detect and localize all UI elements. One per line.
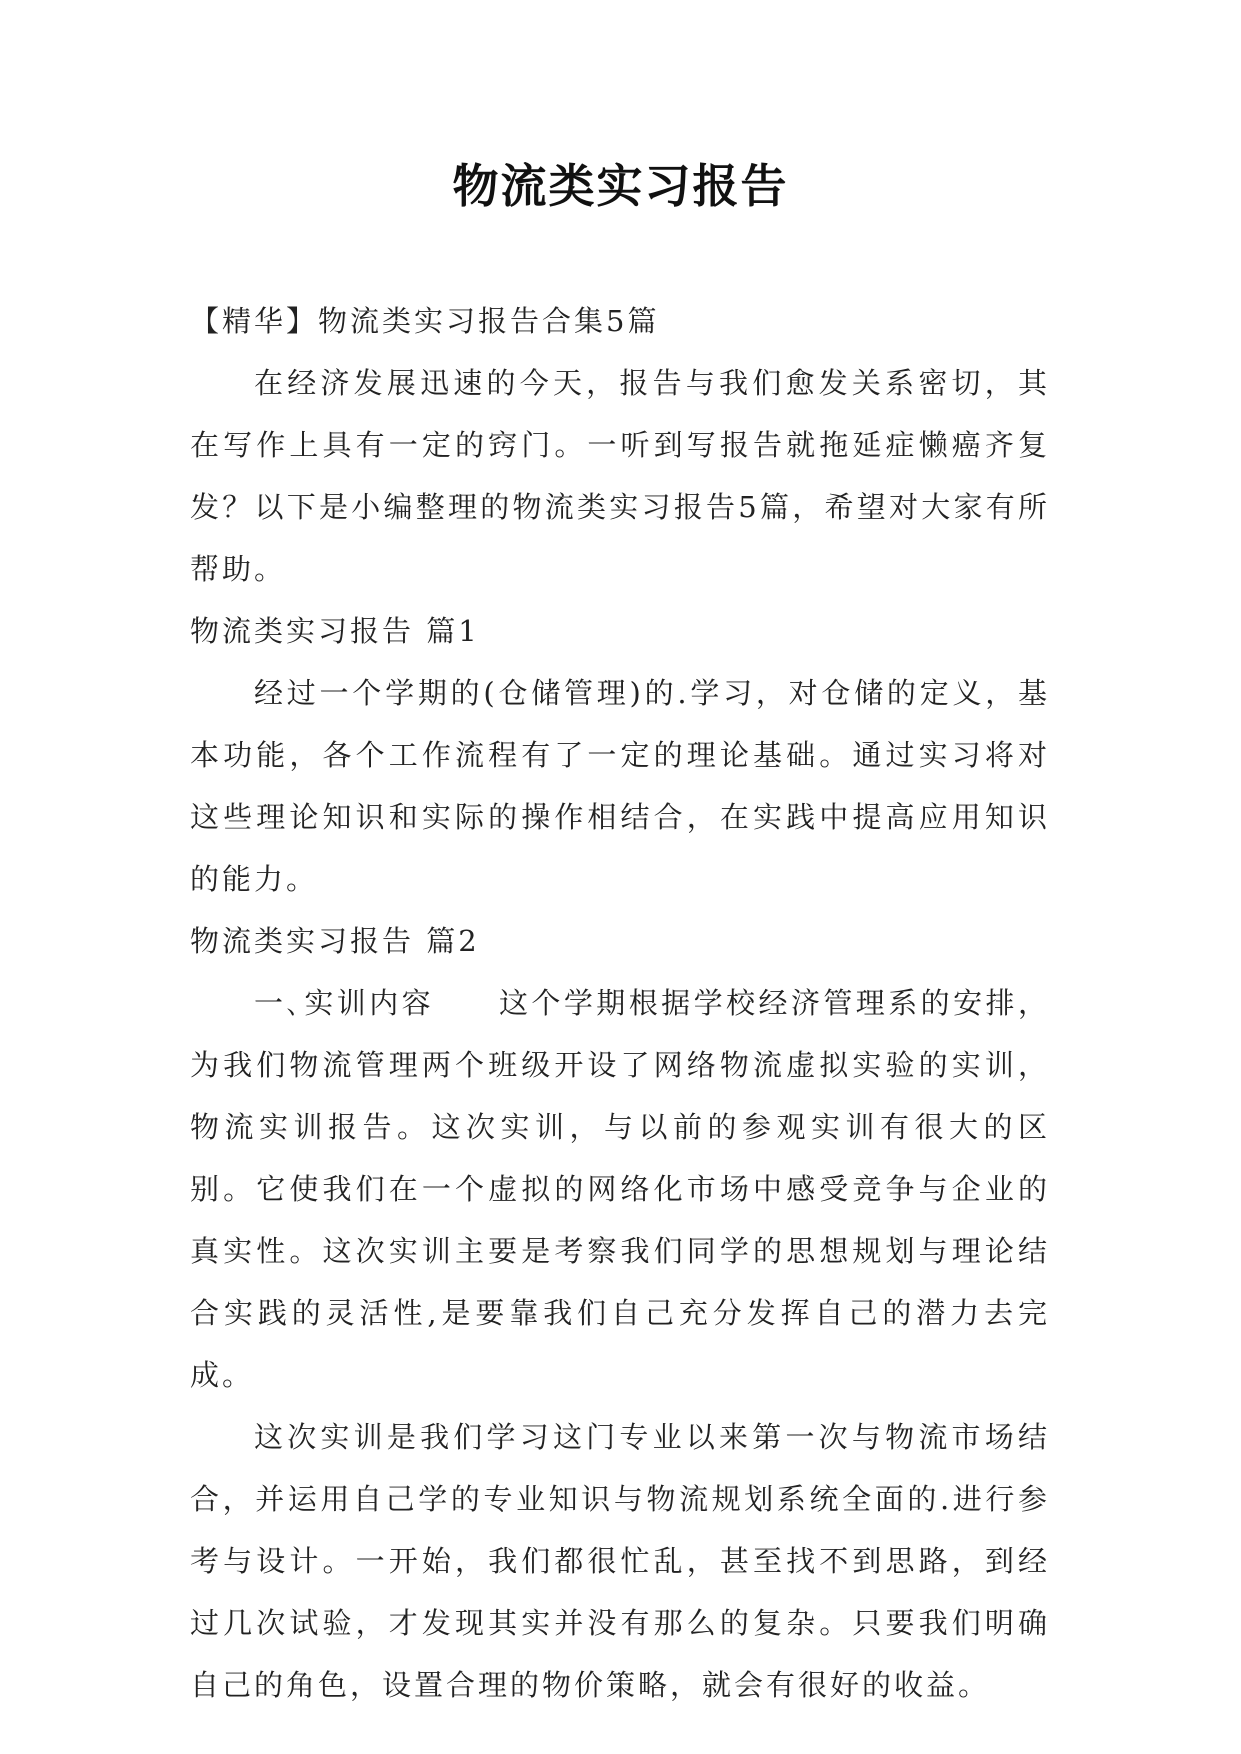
- section-heading-1: 物流类实习报告 篇1: [190, 614, 480, 648]
- section-heading-2: 物流类实习报告 篇2: [190, 924, 480, 958]
- section-1-paragraph: 经过一个学期的(仓储管理)的.学习，对仓储的定义，基本功能，各个工作流程有了一定的理论基础。通过实习将对这些理论知识和实际的操作相结合，在实践中提高应用知识的能力。: [190, 676, 1050, 896]
- section-2-paragraph-2: 这次实训是我们学习这门专业以来第一次与物流市场结合，并运用自己学的专业知识与物流规划系统全面的.进行参考与设计。一开始，我们都很忙乱，甚至找不到思路，到经过几次试验，才发现其实并没有那么的复杂。只要我们明确自己的角色，设置合理的物价策略，就会有很好的收益。: [190, 1420, 1050, 1702]
- collection-heading: 【精华】物流类实习报告合集5篇: [190, 304, 660, 338]
- document-body: [190, 290, 1050, 1716]
- intro-paragraph: 在经济发展迅速的今天，报告与我们愈发关系密切，其在写作上具有一定的窍门。一听到写报告就拖延症懒癌齐复发？以下是小编整理的物流类实习报告5篇，希望对大家有所帮助。: [190, 366, 1050, 586]
- document-title: 物流类实习报告: [452, 159, 789, 213]
- section-2-paragraph-1: 一､实训内容 这个学期根据学校经济管理系的安排，为我们物流管理两个班级开设了网络物流虚拟实验的实训，物流实训报告。这次实训，与以前的参观实训有很大的区别。它使我们在一个虚拟的网络化市场中感受竞争与企业的真实性。这次实训主要是考察我们同学的思想规划与理论结合实践的灵活性,是要靠我们自己充分发挥自己的潜力去完成。: [190, 986, 1050, 1392]
